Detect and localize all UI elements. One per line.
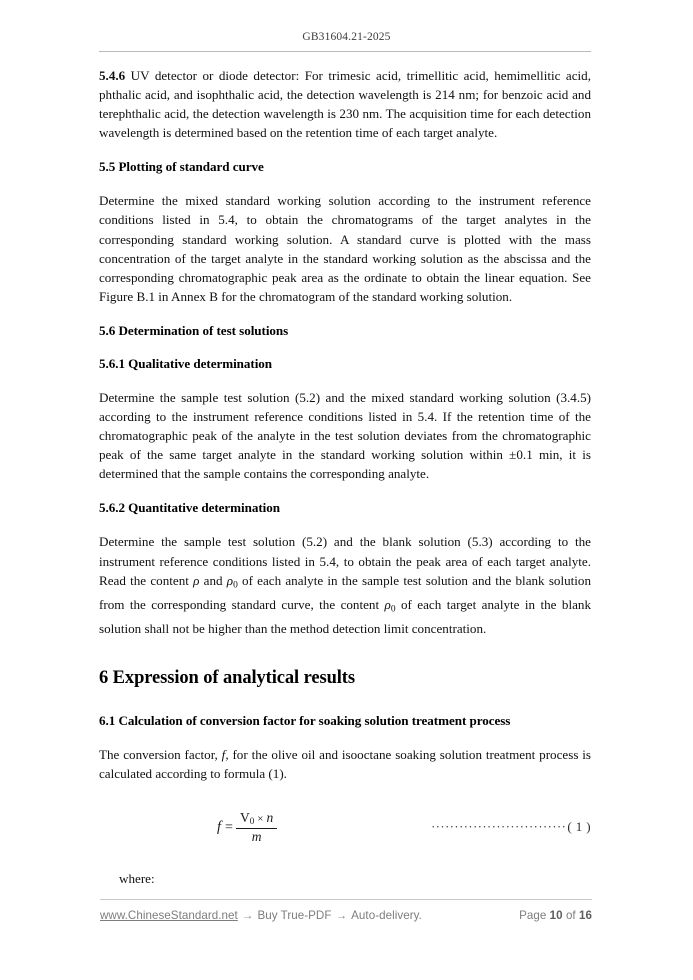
formula-numerator [236, 811, 277, 827]
page-content [99, 66, 591, 783]
heading-6: 6 Expression of analytical results [99, 667, 355, 688]
rho-symbol: ρ [226, 572, 234, 588]
formula-denominator: m [251, 828, 262, 844]
spacer [99, 340, 591, 355]
dotted-leader: ····························· [431, 819, 567, 834]
paragraph-5-5: Determine the mixed standard working solution according to the instrument reference conditions listed in 5.4, to obtain the chromatograms of the target analytes in the corresponding standard working solution. A standard curve is plotted with the mass concentration of the target analyte in the standard working solution as the abscissa and the corresponding chromatographic peak area as the ordinate to obtain the linear equation. See Figure B.1 in Annex B for the chromatogram of the standard working solution. [99, 193, 591, 304]
rho-subscript: 0 [390, 604, 396, 615]
paragraph-5-4-6 [99, 66, 591, 142]
formula-block [99, 805, 591, 851]
text-segment: Determine the sample test solution (5.2) and the blank solution (5.3) according to the instrument reference conditions listed in 5.4, to obtain the peak area of each target analyte. Read the content [99, 534, 591, 588]
where-label: where: [119, 870, 155, 886]
page-header [100, 0, 593, 52]
chinesestandard-link[interactable]: www.ChineseStandard.net [100, 909, 238, 922]
heading-5-5: 5.5 Plotting of standard curve [99, 159, 264, 175]
heading-5-6-2: 5.6.2 Quantitative determination [99, 500, 280, 516]
formula-lhs: f [217, 819, 222, 836]
heading-6-1: 6.1 Calculation of conversion factor for soaking solution treatment process [99, 712, 511, 728]
formula-expression [217, 811, 277, 844]
clause-text-5-4-6: UV detector or diode detector: For trimesic acid, trimellitic acid, hemimellitic acid, phthalic acid, and isophthalic acid, the detection wavelength is 214 nm; for benzoic acid and terephthalic acid, the detection wavelength is 230 nm. The acquisition time for each detection wavelength is determined based on the retention time of each target analyte. [99, 68, 591, 141]
text-segment: The conversion factor, [99, 746, 222, 762]
header-divider [99, 51, 591, 52]
rho-symbol: ρ [193, 572, 200, 588]
heading-5-6: 5.6 Determination of test solutions [99, 322, 289, 338]
rho-symbol: ρ [384, 597, 391, 613]
page-indicator [519, 909, 592, 922]
variable-n: n [266, 810, 274, 826]
of-word: of [565, 909, 576, 922]
equation-number: ( 1 ) [567, 818, 591, 834]
text-segment: , for the olive oil and isooctane soaking solution treatment process is calculated according to formula (1). [99, 746, 592, 781]
arrow-icon: → [241, 909, 254, 922]
current-page-number: 10 [549, 909, 563, 922]
variable-V: V [239, 810, 250, 826]
footer-row [100, 909, 592, 922]
rho-subscript: 0 [233, 579, 238, 590]
symbol-f: f [221, 746, 226, 762]
variable-V-subscript: 0 [249, 816, 255, 827]
multiplication-sign: × [257, 813, 264, 826]
spacer [99, 483, 591, 499]
text-segment: of each analyte in the sample test solution and the blank solution from the corresponding standard curve, the content [99, 572, 592, 613]
total-page-number: 16 [579, 909, 592, 922]
spacer [99, 517, 591, 532]
formula-equals: = [225, 819, 233, 835]
auto-delivery-text: Auto-delivery. [351, 909, 422, 922]
text-segment: of each target analyte in the blank solution shall not be higher than the method detection limit concentration. [99, 597, 592, 637]
footer-divider [100, 899, 592, 900]
spacer [99, 176, 591, 191]
clause-number-5-4-6: 5.4.6 [99, 68, 126, 83]
page-word: Page [519, 909, 547, 922]
spacer [99, 373, 591, 388]
spacer [99, 730, 591, 745]
spacer [99, 306, 591, 322]
arrow-icon: → [335, 909, 348, 922]
paragraph-5-6-2 [99, 532, 591, 638]
paragraph-5-6-1: Determine the sample test solution (5.2) and the mixed standard working solution (3.4.5) according to the instrument reference conditions listed in 5.4. If the retention time of the chromatographic peak of the analyte in the test solution deviates from the chromatographic peak of the same target analyte in the standard working solution within ±0.1 min, it is determined that the sample contains the corresponding analyte. [99, 389, 591, 482]
spacer [99, 690, 591, 712]
page-footer [100, 899, 592, 922]
heading-5-6-1: 5.6.1 Qualitative determination [99, 355, 273, 371]
footer-promo [100, 909, 422, 922]
text-segment: and [199, 572, 227, 588]
formula-fraction [236, 811, 277, 844]
standard-code-header: GB31604.21-2025 [302, 31, 391, 43]
formula-number-group [431, 819, 591, 837]
buy-true-pdf-text: Buy True-PDF [257, 909, 332, 922]
paragraph-6-1 [99, 745, 591, 783]
spacer [99, 142, 591, 158]
spacer [99, 639, 591, 666]
